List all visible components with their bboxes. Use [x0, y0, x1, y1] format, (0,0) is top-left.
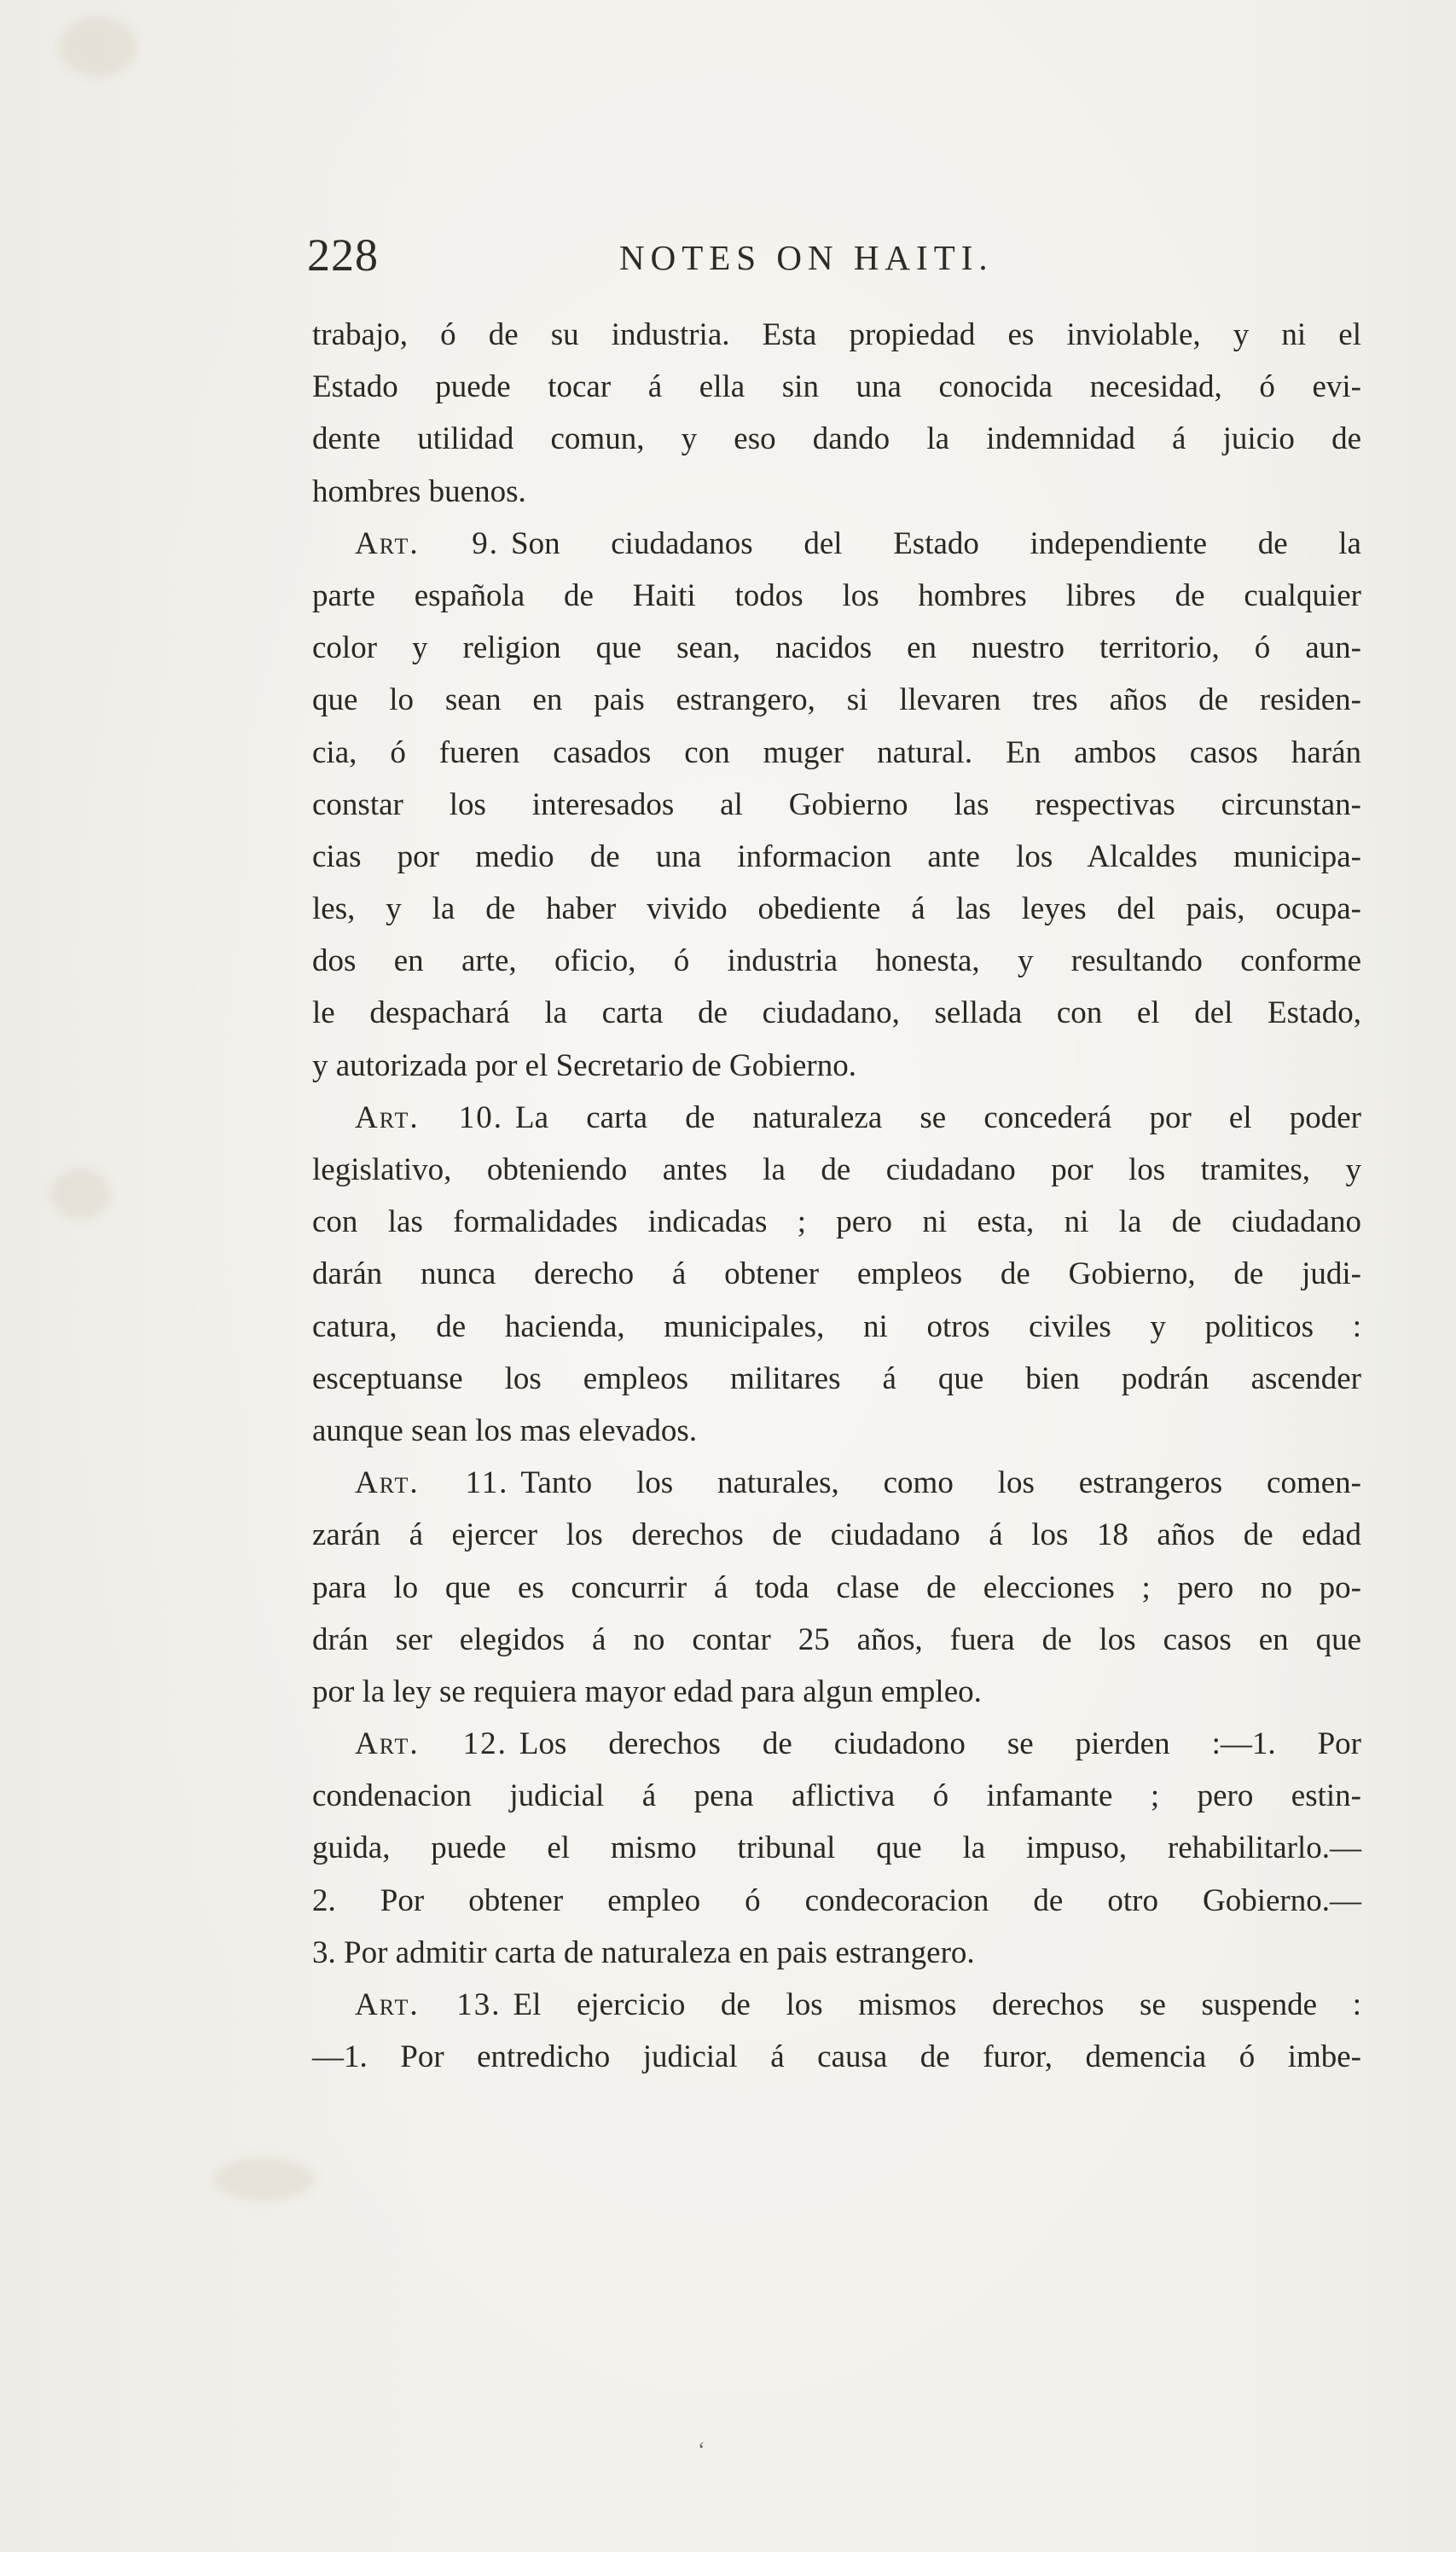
text-line: Los derechos de ciudadono se pierden :—1. Por	[519, 1726, 1361, 1762]
article-11-first-line	[312, 1457, 1361, 1509]
text-line: parte española de Haiti todos los hombres libres de cualquier	[312, 577, 1361, 613]
page-number: 228	[307, 229, 379, 281]
text-line: con las formalidades indicadas ; pero ni esta, ni la de ciudadano	[312, 1204, 1361, 1240]
text-line: Son ciudadanos del Estado independiente de la	[511, 525, 1361, 561]
text-line: hombres buenos.	[312, 473, 526, 509]
text-line: drán ser elegidos á no contar 25 años, fuera de los casos en que	[312, 1621, 1361, 1657]
text-line: constar los interesados al Gobierno las respectivas circunstan-	[312, 786, 1361, 822]
text-line: y autorizada por el Secretario de Gobierno.	[312, 1047, 856, 1083]
text-line: El ejercicio de los mismos derechos se suspende :	[513, 1987, 1361, 2022]
text-line: por la ley se requiera mayor edad para algun empleo.	[312, 1673, 982, 1709]
stray-mark: ‘	[698, 2438, 705, 2462]
article-13-first-line	[312, 1979, 1361, 2031]
article-12-first-line	[312, 1718, 1361, 1770]
text-line: aunque sean los mas elevados.	[312, 1412, 698, 1448]
text-line: cia, ó fueren casados con muger natural. En ambos casos harán	[312, 734, 1361, 770]
text-line: guida, puede el mismo tribunal que la impuso, rehabilitarlo.—	[312, 1830, 1361, 1866]
running-title: NOTES ON HAITI.	[619, 238, 994, 277]
text-line: color y religion que sean, nacidos en nuestro territorio, ó aun-	[312, 630, 1361, 666]
text-line: condenacion judicial á pena aflictiva ó infamante ; pero estin-	[312, 1778, 1361, 1814]
text-line: cias por medio de una informacion ante los Alcaldes municipa-	[312, 838, 1361, 874]
article-label: Art. 13.	[355, 1987, 502, 2022]
text-line: Tanto los naturales, como los estrangeros comen-	[520, 1465, 1362, 1501]
text-line: dos en arte, oficio, ó industria honesta, y resultando conforme	[312, 943, 1361, 979]
article-label: Art. 12.	[355, 1726, 508, 1762]
body-text	[312, 309, 1361, 2083]
article-9-first-line	[312, 518, 1361, 570]
article-10-first-line	[312, 1092, 1361, 1144]
running-head	[307, 229, 1331, 288]
article-label: Art. 10.	[355, 1099, 504, 1135]
text-line: La carta de naturaleza se concederá por el poder	[515, 1099, 1361, 1135]
text-line: que lo sean en pais estrangero, si llevaren tres años de residen-	[312, 682, 1361, 718]
paper-stain	[213, 2158, 316, 2201]
text-line: para lo que es concurrir á toda clase de elecciones ; pero no po-	[312, 1569, 1361, 1605]
text-line: dente utilidad comun, y eso dando la indemnidad á juicio de	[312, 421, 1361, 457]
text-line: Estado puede tocar á ella sin una conocida necesidad, ó evi-	[312, 369, 1361, 405]
text-line: 2. Por obtener empleo ó condecoracion de otro Gobierno.—	[312, 1882, 1361, 1918]
paper-stain	[60, 17, 136, 77]
text-line: 3. Por admitir carta de naturaleza en pais estrangero.	[312, 1934, 975, 1970]
text-line: zarán á ejercer los derechos de ciudadano á los 18 años de edad	[312, 1517, 1361, 1553]
text-line: darán nunca derecho á obtener empleos de Gobierno, de judi-	[312, 1256, 1361, 1292]
text-line: les, y la de haber vivido obediente á las leyes del pais, ocupa-	[312, 891, 1361, 927]
text-line: —1. Por entredicho judicial á causa de furor, demencia ó imbe-	[312, 2039, 1361, 2075]
paper-stain	[51, 1169, 111, 1220]
article-label: Art. 9.	[355, 525, 500, 561]
text-line: le despachará la carta de ciudadano, sellada con el del Estado,	[312, 995, 1361, 1031]
text-line: trabajo, ó de su industria. Esta propiedad es inviolable, y ni el	[312, 317, 1361, 352]
text-line: catura, de hacienda, municipales, ni otros civiles y politicos :	[312, 1308, 1361, 1344]
article-label: Art. 11.	[355, 1465, 509, 1501]
text-line: esceptuanse los empleos militares á que bien podrán ascender	[312, 1360, 1361, 1396]
text-line: legislativo, obteniendo antes la de ciudadano por los tramites, y	[312, 1152, 1361, 1187]
